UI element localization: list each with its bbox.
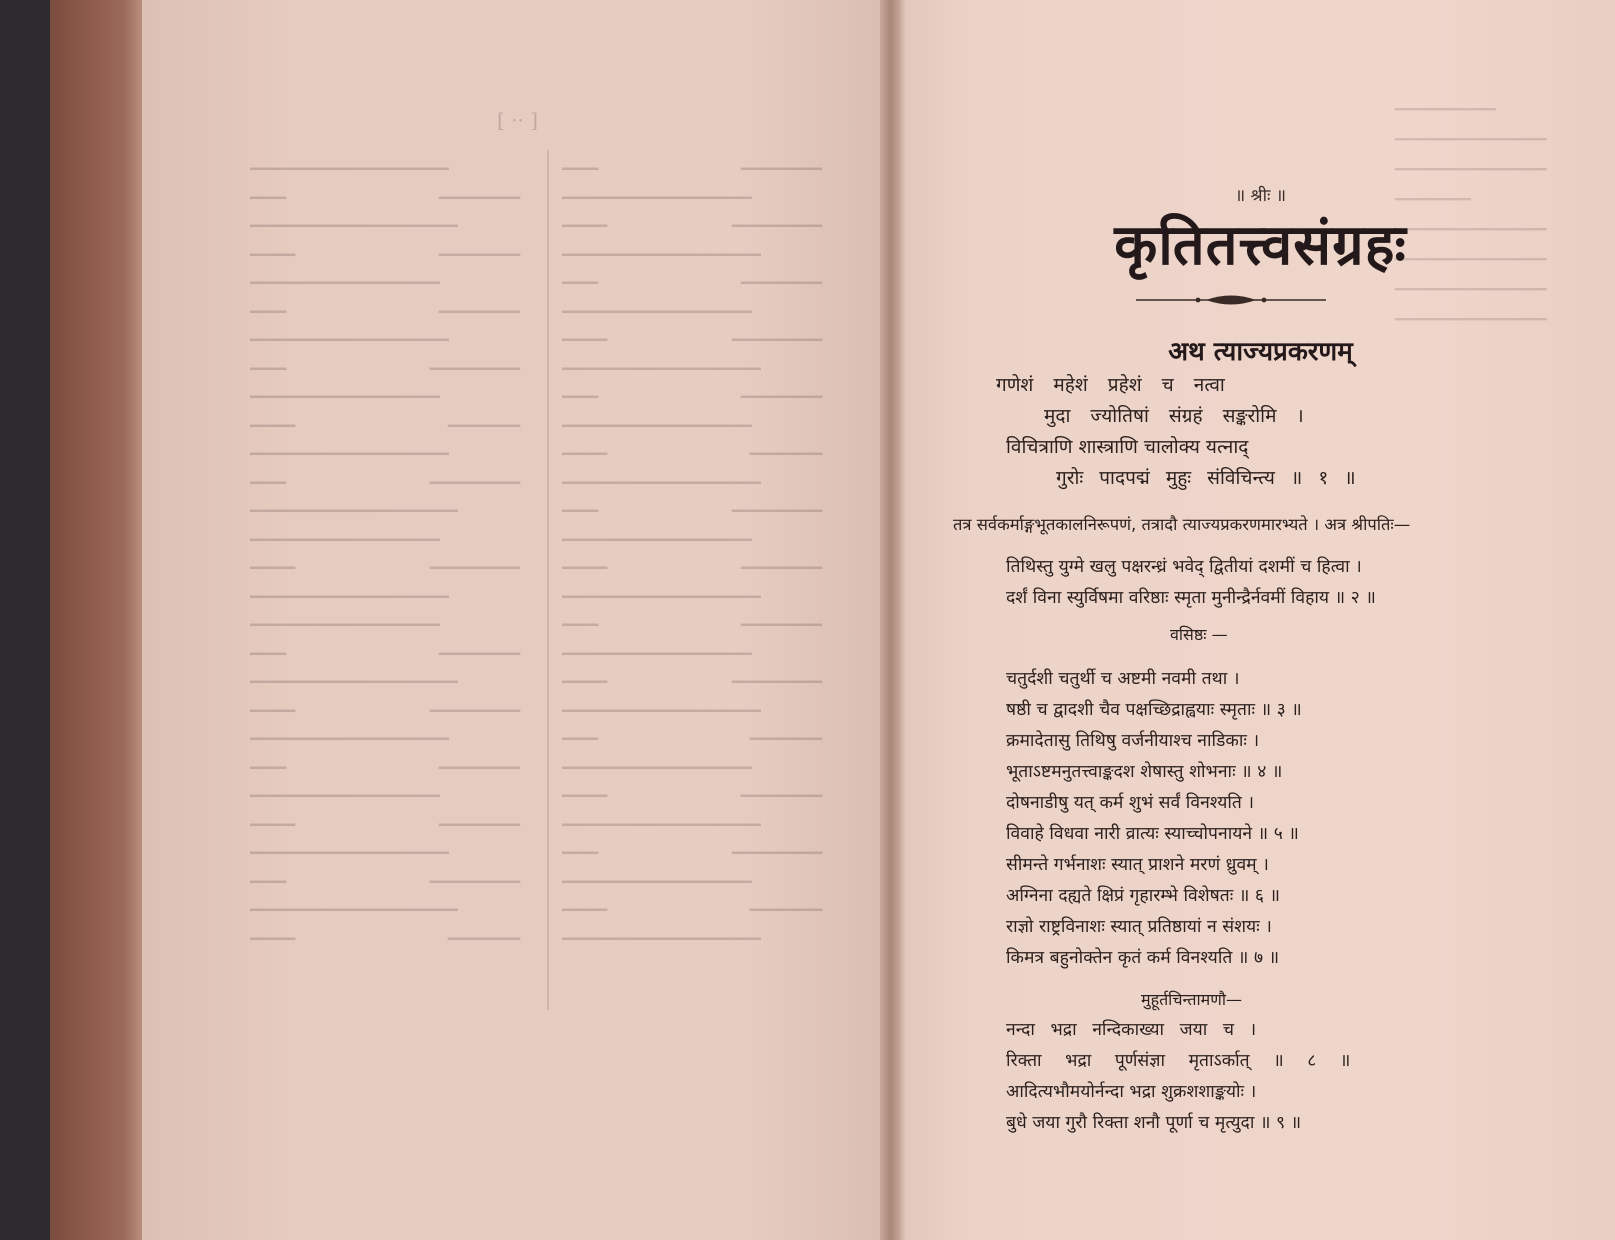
book-binding — [0, 0, 50, 1240]
verse-line: किमत्र बहुनोक्तेन कृतं कर्म विनश्यति ॥ ७ ॥ — [1006, 948, 1280, 968]
show-through-text: ━━━━━━━━━━━━ ━━━━━━━━━━━━━━━━━━ ━━━━━━━━━━━━━━━━━━ ━━━━━━━━━ ━━━━━━━━━━━━━━━━━━ ━━━━━━━━━━━━━━━━━━ ━━━━━━━━━━━━━━━━━━ ━━━━━━━━━━━━━━━━━━ — [1395, 102, 1547, 328]
show-through-column-rule — [547, 150, 549, 1010]
page-edges — [50, 0, 142, 1240]
verse-line: चतुर्दशी चतुर्थी च अष्टमी नवमी तथा । — [1006, 669, 1240, 689]
muhurta-verses — [1006, 1015, 1350, 1139]
invocation: ॥ श्रीः ॥ — [1234, 186, 1287, 206]
verse-line: गणेशं महेशं प्रहेशं च नत्वा — [996, 374, 1225, 396]
show-through-column-left: ━━━━━━━━━━━━━━━━━━━━━━ ━━━━ ━━━━━━━━━ ━━━━━━━━━━━━━━━━━━━━━━━ ━━━━━ ━━━━━━━━━ ━━━━━━━━━━━━━━━━━━━━━ ━━━━ ━━━━━━━━━ ━━━━━━━━━━━━━━━━━━━━━━ ━━━━ ━━━━━━━━━━ ━━━━━━━━━━━━━━━━━━━━━ ━━━━━ ━━━━━━━━ ━━━━━━━━━━━━━━━━━━━━━━ ━━━━ ━━━━━━━━━━ ━━━━━━━━━━━━━━━━━━━━━━━ ━━━━━━━━━━━━━━━━━━━━━ ━━━━━ ━━━━━━━━━━ ━━━━━━━━━━━━━━━━━━━━━━ ━━━━━━━━━━━━━━━━━━━━━ ━━━━ ━━━━━━━━━ ━━━━━━━━━━━━━━━━━━━━━━━ ━━━━━ ━━━━━━━━━━ ━━━━━━━━━━━━━━━━━━━━━━ ━━━━ ━━━━━━━━━ ━━━━━━━━━━━━━━━━━━━━━ ━━━━━ ━━━━━━━━━ ━━━━━━━━━━━━━━━━━━━━━━ ━━━━ ━━━━━━━━━━ ━━━━━━━━━━━━━━━━━━━━━━━ ━━━━━ ━━━━━━━━ — [250, 160, 520, 948]
book-gutter — [880, 0, 906, 1240]
verse-line: भूताऽष्टमनुतत्त्वाङ्कदश शेषास्तु शोभनाः ॥ ४ ॥ — [1006, 762, 1283, 782]
prose-introduction: तत्र सर्वकर्माङ्गभूतकालनिरूपणं, तत्रादौ त्याज्यप्रकरणमारभ्यते । अत्र श्रीपतिः— — [953, 515, 1411, 534]
vasistha-verses — [1006, 664, 1302, 974]
verse-line: दर्शं विना स्युर्विषमा वरिष्ठाः स्मृता मुनीन्द्रैर्नवमीं विहाय ॥ २ ॥ — [1006, 588, 1376, 608]
section-heading: अथ त्याज्यप्रकरणम् — [1168, 337, 1353, 367]
show-through-page-number: [ ·· ] — [497, 108, 539, 132]
page-title: कृतितत्त्वसंग्रहः — [1114, 213, 1407, 278]
verse-line: रिक्ता भद्रा पूर्णसंज्ञा मृताऽर्कात् ॥ ८ ॥ — [1006, 1051, 1351, 1071]
verse-line: नन्दा भद्रा नन्दिकाख्या जया च । — [1006, 1020, 1257, 1040]
verse-line: क्रमादेतासु तिथिषु वर्जनीयाश्च नाडिकाः । — [1006, 731, 1260, 751]
verse-line: अग्निना दह्यते क्षिप्रं गृहारम्भे विशेषतः ॥ ६ ॥ — [1006, 886, 1281, 906]
left-page — [142, 0, 890, 1240]
vasistha-attribution: वसिष्ठः — — [1170, 625, 1228, 644]
verse-line: षष्ठी च द्वादशी चैव पक्षच्छिद्राह्वयाः स्मृताः ॥ ३ ॥ — [1006, 700, 1302, 720]
verse-line: आदित्यभौमयोर्नन्दा भद्रा शुक्रशशाङ्कयोः । — [1006, 1082, 1257, 1102]
verse-line: सीमन्ते गर्भनाशः स्यात् प्राशने मरणं ध्रुवम् । — [1006, 855, 1269, 875]
verse-line: मुदा ज्योतिषां संग्रहं सङ्करोमि । — [1044, 405, 1304, 427]
mangala-verse — [996, 370, 1356, 494]
muhurta-chintamani-attribution: मुहूर्तचिन्तामणौ— — [1141, 990, 1242, 1009]
verse-line: गुरोः पादपद्मं मुहुः संविचिन्त्य ॥ १ ॥ — [1056, 467, 1356, 489]
show-through-column-right: ━━━━ ━━━━━━━━━ ━━━━━━━━━━━━━━━━━━━━━ ━━━━━ ━━━━━━━━━━ ━━━━━━━━━━━━━━━━━━━━━━ ━━━━ ━━━━━━━━━ ━━━━━━━━━━━━━━━━━━━━━ ━━━━━ ━━━━━━━━━━ ━━━━━━━━━━━━━━━━━━━━━━ ━━━━ ━━━━━━━━━ ━━━━━━━━━━━━━━━━━━━━━ ━━━━━ ━━━━━━━━ ━━━━━━━━━━━━━━━━━━━━━━ ━━━━ ━━━━━━━━━━ ━━━━━━━━━━━━━━━━━━━━━ ━━━━━ ━━━━━━━━━ ━━━━━━━━━━━━━━━━━━━━━━ ━━━━ ━━━━━━━━━ ━━━━━━━━━━━━━━━━━━━━━ ━━━━━ ━━━━━━━━━━ ━━━━━━━━━━━━━━━━━━━━━━ ━━━━ ━━━━━━━━ ━━━━━━━━━━━━━━━━━━━━━ ━━━━━ ━━━━━━━━━ ━━━━━━━━━━━━━━━━━━━━━━ ━━━━ ━━━━━━━━━━ ━━━━━━━━━━━━━━━━━━━━━ ━━━━━ ━━━━━━━━ ━━━━━━━━━━━━━━━━━━━━━━ — [562, 160, 822, 948]
verse-line: राज्ञो राष्ट्रविनाशः स्यात् प्रतिष्ठायां न संशयः । — [1006, 917, 1272, 937]
title-ornament-divider — [1136, 293, 1326, 307]
verse-line: दोषनाडीषु यत् कर्म शुभं सर्वं विनश्यति । — [1006, 793, 1255, 813]
verse-line: तिथिस्तु युग्मे खलु पक्षरन्ध्रं भवेद् द्वितीयां दशमीं च हित्वा । — [1006, 557, 1362, 577]
sripati-verse — [1006, 552, 1376, 614]
right-page — [906, 0, 1615, 1240]
verse-line: विचित्राणि शास्त्राणि चालोक्य यत्नाद् — [1006, 436, 1249, 458]
verse-line: बुधे जया गुरौ रिक्ता शनौ पूर्णा च मृत्युदा ॥ ९ ॥ — [1006, 1113, 1302, 1133]
verse-line: विवाहे विधवा नारी व्रात्यः स्याच्चोपनायने ॥ ५ ॥ — [1006, 824, 1299, 844]
